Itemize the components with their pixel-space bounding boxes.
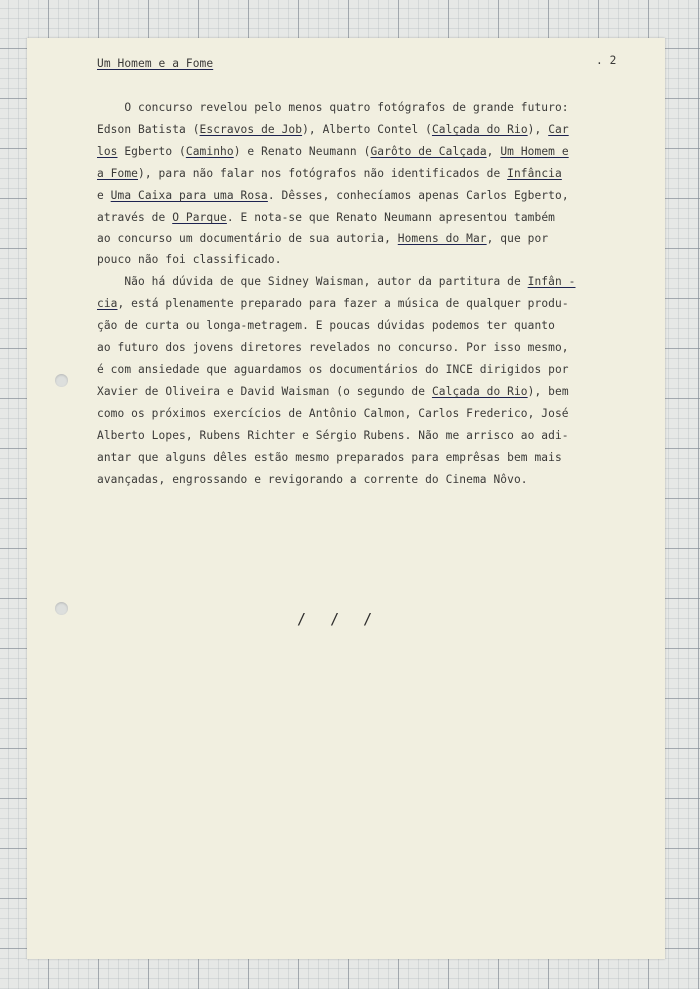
body-line — [97, 101, 569, 115]
underlined-title: Caminho — [185, 145, 234, 158]
underlined-title: Calçada do Rio — [431, 385, 528, 398]
text-run: avançadas, engrossando e revigorando a corrente do Cinema Nôvo. — [97, 473, 528, 486]
underlined-title: a Fome — [97, 167, 139, 180]
text-run: , — [486, 145, 501, 158]
body-line — [97, 167, 562, 181]
body-line — [97, 407, 569, 421]
underlined-title: Infância — [507, 167, 562, 180]
body-line — [97, 189, 569, 203]
underlined-title: los — [97, 145, 118, 158]
text-run: . Dêsses, conhecíamos apenas Carlos Egberto, — [267, 189, 569, 202]
text-run: Edson Batista ( — [97, 123, 200, 136]
body-line — [97, 145, 569, 159]
text-run: é com ansiedade que aguardamos os documentários do INCE dirigidos por — [97, 363, 569, 376]
punch-hole — [55, 602, 68, 615]
text-run: ), para não falar nos fotógrafos não identificados de — [138, 167, 508, 180]
underlined-title: Uma Caixa para uma Rosa — [110, 189, 268, 202]
text-run: ção de curta ou longa-metragem. E poucas dúvidas podemos ter quanto — [97, 319, 555, 332]
body-line — [97, 275, 576, 289]
underlined-title: Car — [548, 123, 569, 136]
text-run: através de — [97, 211, 173, 224]
text-run: ), Alberto Contel ( — [302, 123, 432, 136]
text-run: ), — [527, 123, 549, 136]
text-run: e — [97, 189, 111, 202]
text-run: ao futuro dos jovens diretores revelados no concurso. Por isso mesmo, — [97, 341, 569, 354]
page-number: . 2 — [596, 54, 617, 67]
body-line — [97, 211, 555, 225]
body-line — [97, 429, 569, 443]
underlined-title: cia — [97, 297, 118, 310]
text-run: O concurso revelou pelo menos quatro fotógrafos de grande futuro: — [97, 101, 569, 114]
body-line — [97, 363, 569, 377]
text-run: . E nota-se que Renato Neumann apresentou também — [226, 211, 555, 224]
body-line — [97, 253, 282, 267]
text-run: ), bem — [527, 385, 569, 398]
punch-hole — [55, 374, 68, 387]
text-run: Egberto ( — [117, 145, 186, 158]
text-run: antar que alguns dêles estão mesmo preparados para emprêsas bem mais — [97, 451, 562, 464]
body-line — [97, 319, 555, 333]
text-run: ) e Renato Neumann ( — [233, 145, 371, 158]
text-run: , está plenamente preparado para fazer a música de qualquer produ- — [117, 297, 569, 310]
text-run: Xavier de Oliveira e David Waisman (o segundo de — [97, 385, 432, 398]
page-title: Um Homem e a Fome — [97, 57, 214, 70]
underlined-title: Homens do Mar — [397, 232, 487, 245]
underlined-title: Um Homem e — [500, 145, 569, 158]
body-line — [97, 297, 569, 311]
section-separator: / / / — [297, 610, 375, 628]
text-run: pouco não foi classificado. — [97, 253, 282, 266]
underlined-title: Garôto de Calçada — [370, 145, 487, 158]
body-line — [97, 385, 569, 399]
body-line — [97, 473, 528, 487]
text-run: , que por — [486, 232, 549, 245]
text-run: como os próximos exercícios de Antônio Calmon, Carlos Frederico, José — [97, 407, 569, 420]
underlined-title: Escravos de Job — [199, 123, 303, 136]
body-line — [97, 341, 569, 355]
text-run: Alberto Lopes, Rubens Richter e Sérgio Rubens. Não me arrisco ao adi- — [97, 429, 569, 442]
underlined-title: Calçada do Rio — [431, 123, 528, 136]
underlined-title: Infân - — [527, 275, 576, 288]
body-line — [97, 451, 562, 465]
underlined-title: O Parque — [172, 211, 227, 224]
body-line — [97, 232, 548, 246]
text-run: ao concurso um documentário de sua autoria, — [97, 232, 398, 245]
body-line — [97, 123, 569, 137]
text-run: Não há dúvida de que Sidney Waisman, autor da partitura de — [97, 275, 528, 288]
